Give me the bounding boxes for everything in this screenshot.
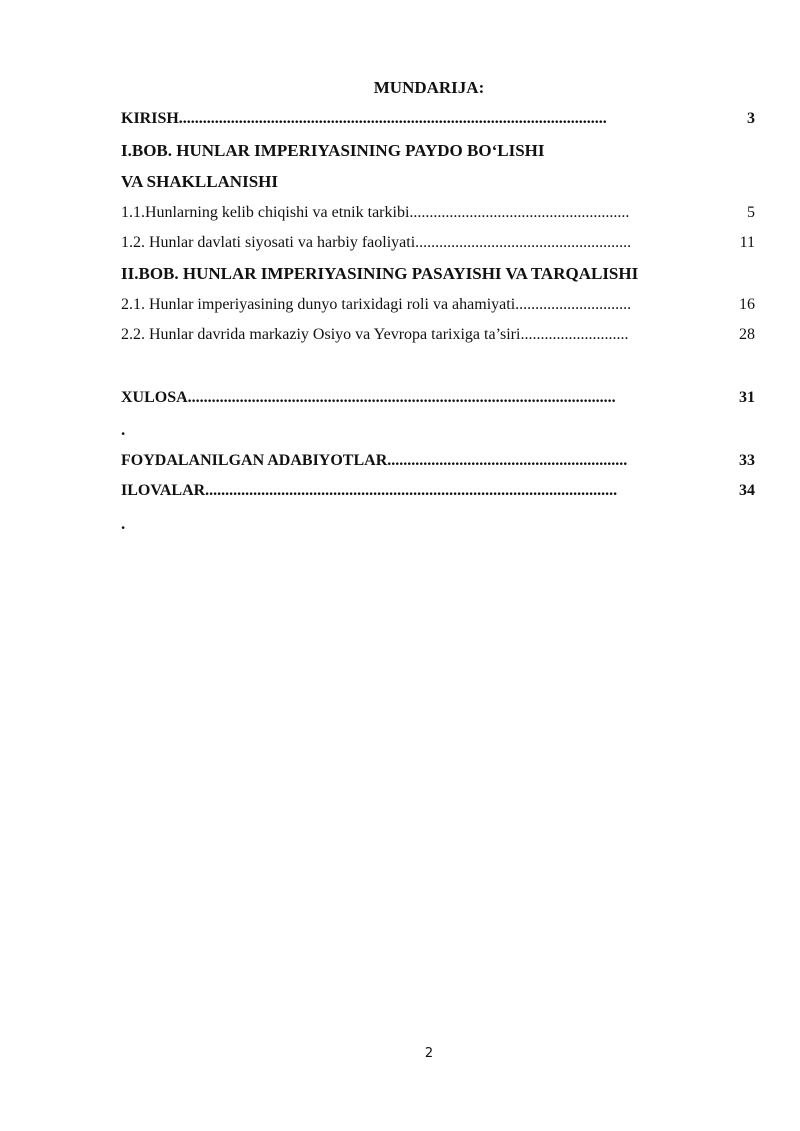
toc-entry-xulosa[interactable]	[121, 389, 755, 413]
toc-entry-label: FOYDALANILGAN ADABIYOTLAR............................................................	[121, 452, 628, 469]
toc-entry-2-1[interactable]	[121, 296, 755, 320]
page-number: 2	[424, 1046, 434, 1061]
toc-entry-page: 31	[739, 389, 755, 406]
toc-entry-label: 1.1.Hunlarning kelib chiqishi va etnik tarkibi.......................................................	[121, 204, 630, 221]
toc-title: MUNDARIJA:	[373, 78, 485, 97]
toc-entry-1-2[interactable]	[121, 234, 755, 258]
toc-entry-label: KIRISH...........................................................................................................	[121, 110, 607, 127]
chapter-1-heading-line2[interactable]: VA SHAKLLANISHI	[121, 172, 278, 191]
stray-dot: .	[121, 420, 126, 439]
toc-entry-page: 28	[739, 326, 755, 343]
toc-entry-ilovalar[interactable]	[121, 482, 755, 506]
toc-entry-label: 2.1. Hunlar imperiyasining dunyo tarixidagi roli va ahamiyati.............................	[121, 296, 632, 313]
toc-entry-page: 3	[747, 110, 755, 127]
toc-entry-page: 16	[739, 296, 755, 313]
toc-entry-label: 2.2. Hunlar davrida markaziy Osiyo va Yevropa tarixiga ta’siri...........................	[121, 326, 629, 343]
toc-entry-page: 34	[739, 482, 755, 499]
toc-entry-label: XULOSA...........................................................................................................	[121, 389, 616, 406]
stray-dot: .	[121, 514, 126, 533]
toc-entry-label: 1.2. Hunlar davlati siyosati va harbiy faoliyati......................................................	[121, 234, 632, 251]
toc-entry-page: 5	[747, 204, 755, 221]
toc-entry-page: 33	[739, 452, 755, 469]
toc-entry-kirish[interactable]	[121, 110, 755, 134]
chapter-1-heading-line1[interactable]: I.BOB. HUNLAR IMPERIYASINING PAYDO BO‘LISHI	[121, 141, 545, 160]
toc-entry-foydalanilgan-adabiyotlar[interactable]	[121, 452, 755, 476]
toc-entry-page: 11	[739, 234, 755, 251]
toc-entry-1-1[interactable]	[121, 204, 755, 228]
toc-entry-2-2[interactable]	[121, 326, 755, 350]
toc-entry-label: ILOVALAR.......................................................................................................	[121, 482, 618, 499]
chapter-2-heading[interactable]: II.BOB. HUNLAR IMPERIYASINING PASAYISHI VA TARQALISHI	[121, 264, 639, 283]
